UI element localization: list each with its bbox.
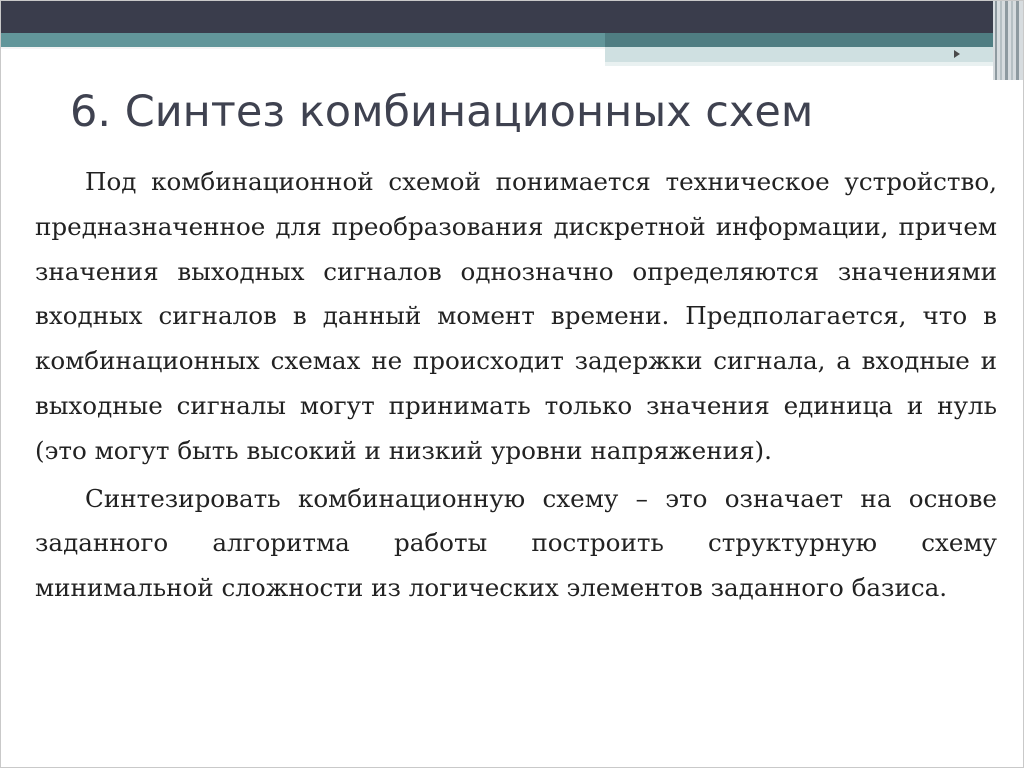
body-paragraph-synthesis: Синтезировать комбинационную схему – это означает на основе заданного алгоритма работы построить структурную схему минимальной сложности из логических элементов заданного базиса. xyxy=(35,483,997,603)
header-light-strip xyxy=(605,62,995,66)
triangle-marker-icon xyxy=(954,50,960,58)
header-light-bar xyxy=(605,47,995,62)
corner-stripe xyxy=(995,0,997,80)
header-decoration xyxy=(0,0,1024,80)
corner-stripe xyxy=(1016,0,1019,80)
corner-stripes xyxy=(993,0,1024,80)
slide-title: 6. Синтез комбинационных схем xyxy=(70,87,814,137)
header-teal-bar xyxy=(0,33,605,47)
header-teal-bar-right xyxy=(605,33,995,47)
body-paragraph-definition: Под комбинационной схемой понимается техническое устройство, предназначенное для преобразования дискретной информации, причем значения выходных сигналов однозначно определяются значениями входных сигналов в данный момент времени. Предполагается, что в комбинационных схемах не происходит задержки сигнала, а входные и выходные сигналы могут принимать только значения единица и нуль (это могут быть высокий и низкий уровни напряжения). xyxy=(35,167,997,465)
header-divider-line xyxy=(0,47,605,49)
corner-stripe xyxy=(1000,0,1002,80)
corner-stripe xyxy=(1011,0,1013,80)
header-dark-bar xyxy=(0,0,1024,33)
slide-body xyxy=(35,160,997,611)
corner-stripe xyxy=(1005,0,1008,80)
